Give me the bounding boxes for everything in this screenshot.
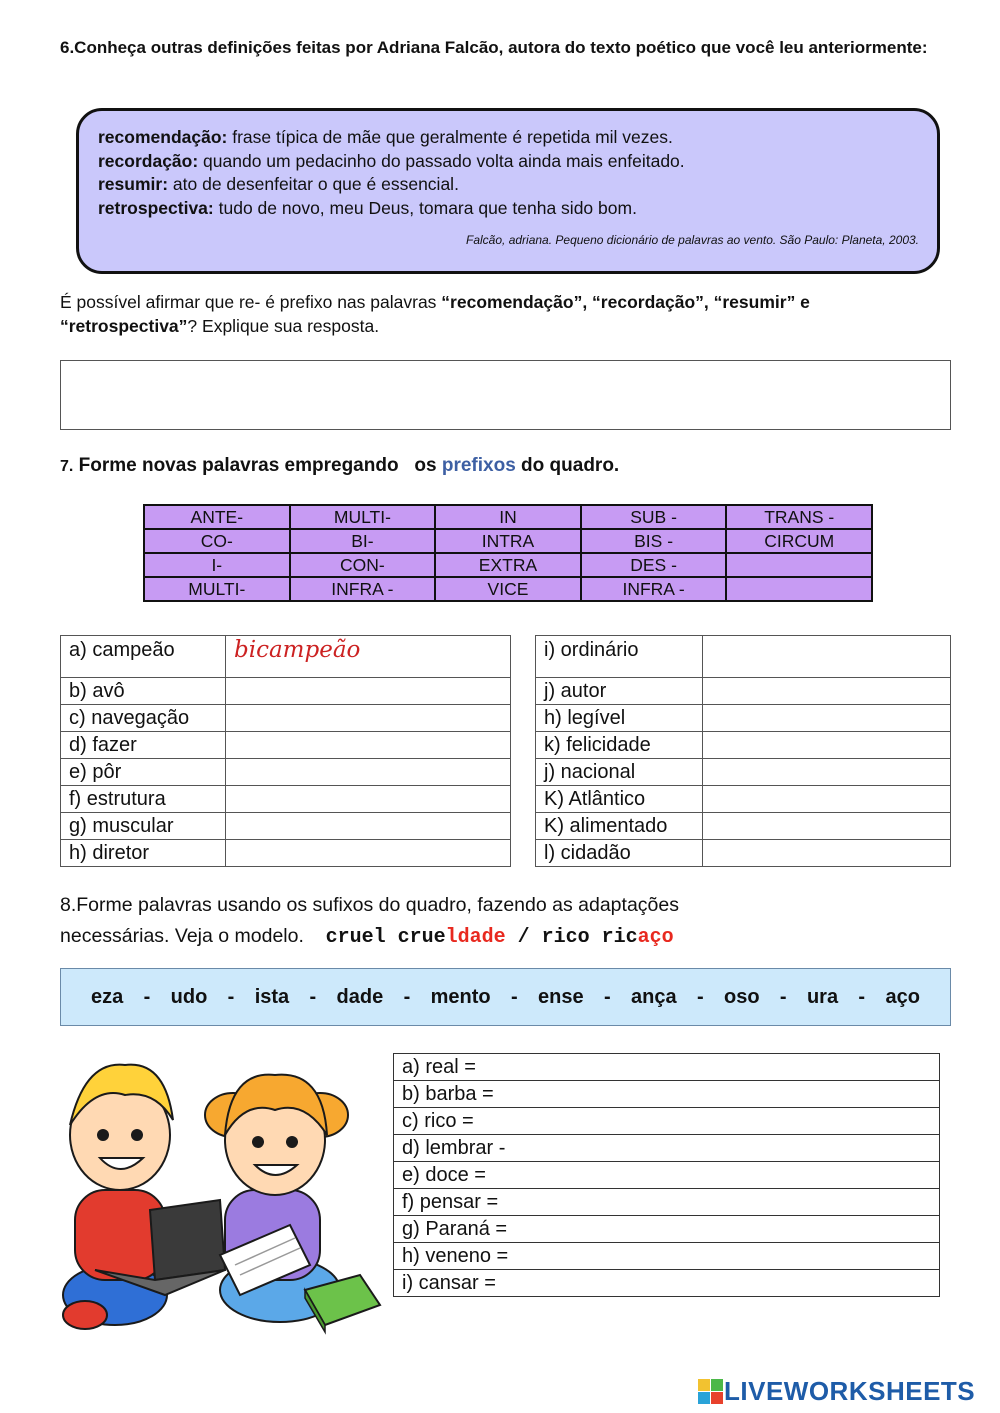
definitions-list — [98, 126, 918, 220]
prefix-cell: SUB - — [581, 505, 727, 529]
word-cell: a) campeão — [61, 636, 226, 678]
suffix: aço — [885, 985, 920, 1008]
word-cell: f) estrutura — [61, 786, 226, 813]
suffix-bar — [60, 968, 951, 1026]
answer-field[interactable] — [226, 732, 511, 759]
prefix-cell: IN — [435, 505, 581, 529]
word-cell: h) legível — [536, 705, 703, 732]
separator: - — [858, 985, 866, 1008]
prefix-cell — [726, 553, 872, 577]
suffix-answer-field[interactable]: h) veneno = — [394, 1243, 940, 1270]
suffix: oso — [723, 985, 760, 1008]
word-cell: i) ordinário — [536, 636, 703, 678]
suffix: mento — [430, 985, 491, 1008]
word-cell: e) pôr — [61, 759, 226, 786]
answer-field[interactable] — [703, 813, 951, 840]
prefix-cell: INFRA - — [290, 577, 436, 601]
prefix-cell: DES - — [581, 553, 727, 577]
logo-blocks-icon — [698, 1379, 724, 1405]
suffix-answer-field[interactable]: i) cansar = — [394, 1270, 940, 1297]
prefix-cell: ANTE- — [144, 505, 290, 529]
suffix-answer-field[interactable]: e) doce = — [394, 1162, 940, 1189]
right-words-table — [535, 635, 951, 867]
word-cell: K) Atlântico — [536, 786, 703, 813]
question-8-heading: 8.Forme palavras usando os sufixos do quadro, fazendo as adaptações necessárias. Veja o modelo. cruel crueldade / rico ricaço — [60, 894, 679, 949]
answer-field[interactable] — [226, 678, 511, 705]
answer-field[interactable] — [226, 813, 511, 840]
suffix-exercise-table — [393, 1053, 940, 1297]
suffix: ista — [254, 985, 290, 1008]
model-example: cruel crueldade / rico ricaço — [325, 926, 674, 949]
answer-field[interactable] — [703, 759, 951, 786]
word-cell: c) navegação — [61, 705, 226, 732]
word-cell: j) autor — [536, 678, 703, 705]
definition-item: recomendação: frase típica de mãe que geralmente é repetida mil vezes. — [98, 127, 673, 147]
separator: - — [403, 985, 411, 1008]
suffix-answer-field[interactable]: a) real = — [394, 1054, 940, 1081]
suffix: dade — [336, 985, 384, 1008]
prefix-cell: VICE — [435, 577, 581, 601]
prefix-cell: EXTRA — [435, 553, 581, 577]
prefix-cell: CIRCUM — [726, 529, 872, 553]
question-6-heading: 6.Conheça outras definições feitas por Adriana Falcão, autora do texto poético que você leu anteriormente: — [60, 38, 928, 57]
question-7-heading: 7. Forme novas palavras empregando os prefixos do quadro. — [60, 455, 620, 476]
suffix-answer-field[interactable]: g) Paraná = — [394, 1216, 940, 1243]
definition-item: recordação: quando um pedacinho do passado volta ainda mais enfeitado. — [98, 150, 685, 171]
separator: - — [696, 985, 704, 1008]
answer-field[interactable] — [703, 840, 951, 867]
answer-field[interactable] — [226, 636, 511, 678]
prefix-cell: MULTI- — [290, 505, 436, 529]
word-cell: l) cidadão — [536, 840, 703, 867]
example-answer: bicampeão — [234, 637, 361, 663]
left-words-table — [60, 635, 511, 867]
separator: - — [227, 985, 235, 1008]
word-cell: h) diretor — [61, 840, 226, 867]
separator: - — [309, 985, 317, 1008]
answer-field[interactable] — [226, 840, 511, 867]
liveworksheets-logo[interactable] — [698, 1376, 975, 1407]
suffix-answer-field[interactable]: f) pensar = — [394, 1189, 940, 1216]
word-cell: g) muscular — [61, 813, 226, 840]
prefix-cell: BIS - — [581, 529, 727, 553]
word-cell: j) nacional — [536, 759, 703, 786]
word-cell: b) avô — [61, 678, 226, 705]
prefix-cell: I- — [144, 553, 290, 577]
separator: - — [143, 985, 151, 1008]
suffix: ense — [538, 985, 584, 1008]
prefix-cell: CON- — [290, 553, 436, 577]
question-6-prompt: É possível afirmar que re- é prefixo nas palavras “recomendação”, “recordação”, “resumir” e “retrospectiva”? Explique sua resposta. — [60, 292, 810, 336]
word-cell: K) alimentado — [536, 813, 703, 840]
answer-field[interactable] — [703, 636, 951, 678]
answer-field[interactable] — [226, 705, 511, 732]
prefix-table — [143, 504, 873, 602]
definition-item: retrospectiva: tudo de novo, meu Deus, tomara que tenha sido bom. — [98, 197, 637, 218]
answer-field[interactable] — [226, 759, 511, 786]
separator: - — [510, 985, 518, 1008]
answer-field[interactable] — [703, 732, 951, 759]
answer-field[interactable] — [226, 786, 511, 813]
prefix-cell: CO- — [144, 529, 290, 553]
answer-field[interactable] — [703, 786, 951, 813]
suffix-answer-field[interactable]: b) barba = — [394, 1081, 940, 1108]
prefix-cell — [726, 577, 872, 601]
answer-field[interactable] — [703, 678, 951, 705]
suffix-answer-field[interactable]: c) rico = — [394, 1108, 940, 1135]
word-cell: d) fazer — [61, 732, 226, 759]
prefix-cell: TRANS - — [726, 505, 872, 529]
word-cell: k) felicidade — [536, 732, 703, 759]
separator: - — [603, 985, 611, 1008]
separator: - — [779, 985, 787, 1008]
prefix-cell: MULTI- — [144, 577, 290, 601]
definition-item: resumir: ato de desenfeitar o que é essencial. — [98, 174, 459, 194]
kids-with-laptop-illustration — [55, 1040, 385, 1340]
prefix-cell: BI- — [290, 529, 436, 553]
prefix-cell: INFRA - — [581, 577, 727, 601]
prefix-cell: INTRA — [435, 529, 581, 553]
logo-text: LIVEWORKSHEETS — [724, 1376, 976, 1406]
citation: Falcão, adriana. Pequeno dicionário de palavras ao vento. São Paulo: Planeta, 2003. — [466, 233, 919, 247]
answer-textbox-q6[interactable] — [60, 360, 951, 430]
suffix: eza — [91, 985, 124, 1008]
suffix: udo — [170, 985, 208, 1008]
suffix: ura — [806, 985, 839, 1008]
suffix: ança — [631, 985, 677, 1008]
answer-field[interactable] — [703, 705, 951, 732]
suffix-answer-field[interactable]: d) lembrar - — [394, 1135, 940, 1162]
